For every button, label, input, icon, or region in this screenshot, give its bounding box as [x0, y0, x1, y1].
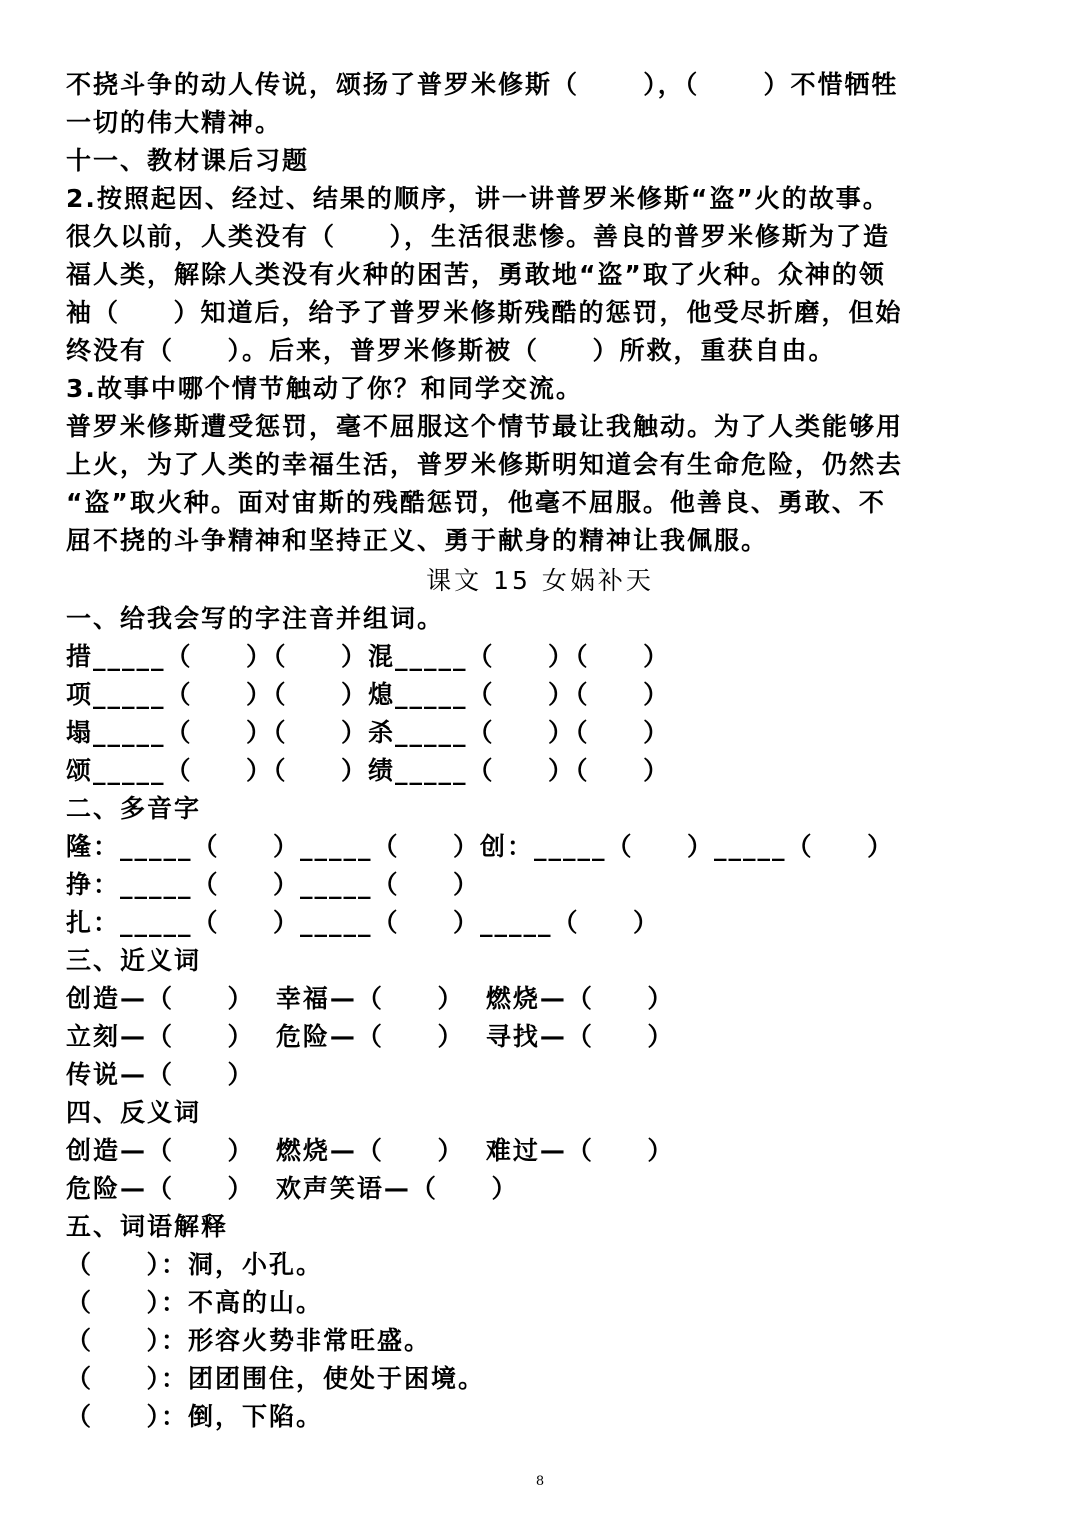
text-line: 福人类，解除人类没有火种的困苦，勇敢地“盗”取了火种。众神的领 — [66, 260, 886, 289]
section-heading: 二、多音字 — [66, 794, 202, 823]
exercise-row: 隆：_____（ ）_____（ ）创：_____（ ）_____（ ） — [66, 832, 895, 861]
section-heading: 五、词语解释 — [66, 1212, 229, 1241]
exercise-row: 措_____（ ）（ ）混_____（ ）（ ） — [66, 642, 671, 671]
definition-row: （ ）：倒，下陷。 — [66, 1402, 324, 1431]
definition-row: （ ）：形容火势非常旺盛。 — [66, 1326, 432, 1355]
section-heading: 三、近义词 — [66, 946, 202, 975]
exercise-row: 扎：_____（ ）_____（ ）_____（ ） — [66, 908, 661, 937]
definition-row: （ ）：洞，小孔。 — [66, 1250, 324, 1279]
lesson-title: 课文 15 女娲补天 — [426, 566, 654, 595]
question-heading: 2.按照起因、经过、结果的顺序，讲一讲普罗米修斯“盗”火的故事。 — [66, 184, 890, 213]
text-line: 不挠斗争的动人传说，颂扬了普罗米修斯（ ），（ ）不惜牺牲 — [66, 70, 899, 99]
page-number: 8 — [535, 1474, 545, 1489]
question-heading: 3.故事中哪个情节触动了你？和同学交流。 — [66, 374, 583, 403]
text-line: 很久以前，人类没有（ ），生活很悲惨。善良的普罗米修斯为了造 — [66, 222, 891, 251]
definition-row: （ ）：团团围住，使处于困境。 — [66, 1364, 486, 1393]
exercise-row: 颂_____（ ）（ ）绩_____（ ）（ ） — [66, 756, 671, 785]
section-heading: 四、反义词 — [66, 1098, 202, 1127]
text-line: 袖（ ）知道后，给予了普罗米修斯残酷的惩罚，他受尽折磨，但始 — [66, 298, 903, 327]
text-line: 一切的伟大精神。 — [66, 108, 283, 137]
text-line: 普罗米修斯遭受惩罚，毫不屈服这个情节最让我触动。为了人类能够用 — [66, 412, 904, 441]
exercise-row: 创造—（ ） 幸福—（ ） 燃烧—（ ） — [66, 984, 675, 1013]
exercise-row: 创造—（ ） 燃烧—（ ） 难过—（ ） — [66, 1136, 675, 1165]
exercise-row: 立刻—（ ） 危险—（ ） 寻找—（ ） — [66, 1022, 675, 1051]
section-heading: 一、给我会写的字注音并组词。 — [66, 604, 445, 633]
text-line: 屈不挠的斗争精神和坚持正义、勇于献身的精神让我佩服。 — [66, 526, 769, 555]
text-line: 上火，为了人类的幸福生活，普罗米修斯明知道会有生命危险，仍然去 — [66, 450, 904, 479]
exercise-row: 项_____（ ）（ ）熄_____（ ）（ ） — [66, 680, 671, 709]
definition-row: （ ）：不高的山。 — [66, 1288, 324, 1317]
text-line: 终没有（ ）。后来，普罗米修斯被（ ）所救，重获自由。 — [66, 336, 836, 365]
exercise-row: 传说—（ ） — [66, 1060, 255, 1089]
exercise-row: 危险—（ ） 欢声笑语—（ ） — [66, 1174, 519, 1203]
exercise-row: 挣：_____（ ）_____（ ） — [66, 870, 481, 899]
text-line: “盗”取火种。面对宙斯的残酷惩罚，他毫不屈服。他善良、勇敢、不 — [66, 488, 886, 517]
exercise-row: 塌_____（ ）（ ）杀_____（ ）（ ） — [66, 718, 671, 747]
section-heading: 十一、教材课后习题 — [66, 146, 310, 175]
